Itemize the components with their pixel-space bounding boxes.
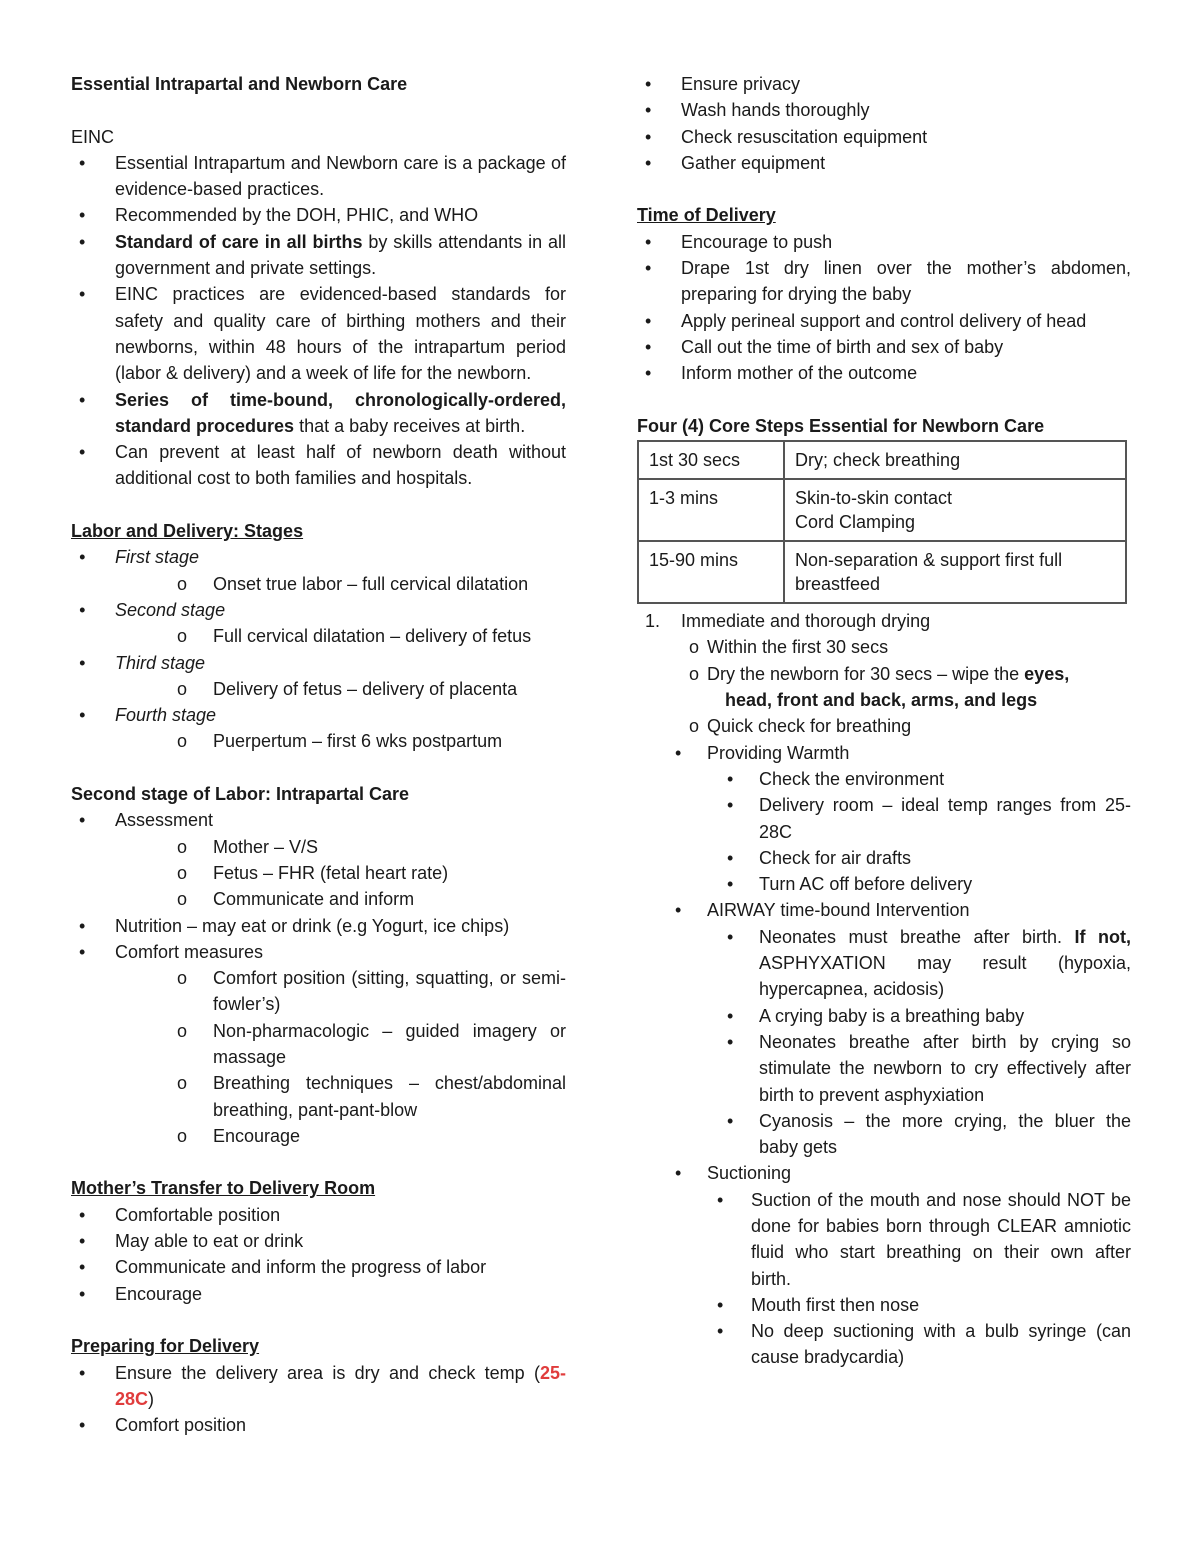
table-cell: 15-90 mins [638, 541, 784, 603]
preparing-item: • Check resuscitation equipment [637, 124, 1131, 150]
delivery-item: • Call out the time of birth and sex of baby [637, 334, 1131, 360]
second-stage-heading: Second stage of Labor: Intrapartal Care [71, 784, 410, 805]
table-cell-line: Skin-to-skin contact [795, 488, 953, 509]
temp-range-highlight: 25-28C [115, 1362, 566, 1409]
warmth-subitem: • Check the environment [637, 766, 1131, 792]
transfer-item: • Encourage [71, 1281, 566, 1307]
einc-item-bold: Standard of care in all births [115, 231, 363, 252]
table-row [638, 479, 1126, 541]
drying-subitem: o Within the first 30 secs [689, 637, 889, 658]
preparing-heading: Preparing for Delivery [71, 1336, 260, 1357]
delivery-item: • Drape 1st dry linen over the mother’s abdomen, preparing for drying the baby [637, 255, 1131, 308]
preparing-item: • Ensure privacy [637, 71, 1131, 97]
stage-item: • Fourth stage [71, 702, 566, 728]
care-subitem: o Communicate and inform [71, 886, 566, 912]
einc-item: • Can prevent at least half of newborn death without additional cost to both families and hospitals. [71, 439, 566, 492]
table-cell: Non-separation & support first full breastfeed [784, 541, 1126, 603]
einc-item: • Recommended by the DOH, PHIC, and WHO [71, 202, 566, 228]
airway-text: Neonates must breathe after birth. [759, 926, 1075, 947]
preparing-item: • Gather equipment [637, 150, 1131, 176]
transfer-heading: Mother’s Transfer to Delivery Room [71, 1178, 376, 1199]
table-row [638, 441, 1126, 479]
drying-bold-text: head, front and back, arms, and legs [725, 690, 1038, 711]
document-title: Essential Intrapartal and Newborn Care [71, 74, 408, 94]
care-item: • Nutrition – may eat or drink (e.g Yogurt, ice chips) [71, 913, 566, 939]
einc-heading: EINC [71, 126, 115, 147]
drying-subitem-text: Dry the newborn for 30 secs – wipe the [707, 663, 1025, 684]
delivery-item: • Apply perineal support and control delivery of head [637, 308, 1131, 334]
stage-detail: o Onset true labor – full cervical dilatation [71, 571, 566, 597]
airway-bold-text: If not, [1074, 926, 1131, 947]
transfer-item: • Communicate and inform the progress of labor [71, 1254, 566, 1280]
suction-subitem: • No deep suctioning with a bulb syringe (can cause bradycardia) [637, 1318, 1131, 1371]
preparing-text: ) [148, 1388, 155, 1409]
delivery-item: • Encourage to push [637, 229, 1131, 255]
airway-subitem: • Neonates breathe after birth by crying so stimulate the newborn to cry effectively after birth to prevent asphyxiation [637, 1029, 1131, 1108]
care-item: • Comfort measures [71, 939, 566, 965]
warmth-subitem: • Turn AC off before delivery [637, 871, 1131, 897]
table-cell: 1st 30 secs [638, 441, 784, 479]
table-cell [784, 479, 1126, 541]
warmth-subitem: • Check for air drafts [637, 845, 1131, 871]
drying-subitem: o Quick check for breathing [689, 716, 912, 737]
einc-item: • EINC practices are evidenced-based standards for safety and quality care of birthing mothers and their newborns, within 48 hours of the intrapartum period (labor & delivery) and a week of life for the newborn. [71, 281, 566, 386]
time-of-delivery-heading: Time of Delivery [637, 205, 776, 226]
airway-subitem: • Cyanosis – the more crying, the bluer the baby gets [637, 1108, 1131, 1161]
einc-item [71, 387, 566, 440]
stage-detail: o Delivery of fetus – delivery of placenta [71, 676, 566, 702]
care-subitem: o Mother – V/S [71, 834, 566, 860]
core-steps-table [637, 440, 1127, 604]
transfer-item: • Comfortable position [71, 1202, 566, 1228]
drying-step [637, 608, 1131, 634]
step-number: 1. [645, 611, 661, 632]
preparing-item: • Comfort position [71, 1412, 566, 1438]
care-item: • Assessment [71, 807, 566, 833]
table-cell-line: Cord Clamping [795, 512, 916, 533]
stage-item: • Third stage [71, 650, 566, 676]
suction-item: • Suctioning [637, 1160, 1131, 1186]
suction-subitem: • Mouth first then nose [637, 1292, 1131, 1318]
warmth-item: • Providing Warmth [637, 740, 1131, 766]
warmth-subitem: • Delivery room – ideal temp ranges from 25-28C [637, 792, 1131, 845]
care-subitem: o Fetus – FHR (fetal heart rate) [71, 860, 566, 886]
stages-heading: Labor and Delivery: Stages [71, 521, 304, 542]
care-subitem: o Encourage [71, 1123, 566, 1149]
drying-subitem: o Dry the newborn for 30 secs – wipe the eyes, [689, 663, 1070, 684]
transfer-item: • May able to eat or drink [71, 1228, 566, 1254]
delivery-item: • Inform mother of the outcome [637, 360, 1131, 386]
care-subitem: o Breathing techniques – chest/abdominal breathing, pant-pant-blow [71, 1070, 566, 1123]
einc-item-bold: Series of time-bound, chronologically-ordered, standard procedures [115, 389, 566, 436]
core-steps-heading: Four (4) Core Steps Essential for Newborn Care [637, 415, 1045, 436]
preparing-item: • Wash hands thoroughly [637, 97, 1131, 123]
preparing-item [71, 1360, 566, 1413]
airway-subitem [637, 924, 1131, 1003]
einc-item [71, 229, 566, 282]
stage-detail: o Puerpertum – first 6 wks postpartum [71, 728, 566, 754]
drying-bold-text: eyes, [1024, 663, 1070, 684]
stage-item: • Second stage [71, 597, 566, 623]
einc-item-rest: by skills attendants in all government and private settings. [115, 231, 566, 279]
stage-detail: o Full cervical dilatation – delivery of fetus [71, 623, 566, 649]
care-subitem: o Non-pharmacologic – guided imagery or massage [71, 1018, 566, 1071]
suction-subitem: • Suction of the mouth and nose should NOT be done for babies born through CLEAR amniotic fluid who start breathing on their own after birth. [637, 1187, 1131, 1292]
table-cell: Dry; check breathing [784, 441, 1126, 479]
table-row [638, 541, 1126, 603]
step-title: Immediate and thorough drying [681, 611, 931, 632]
airway-text: ASPHYXATION may result (hypoxia, hypercapnea, acidosis) [759, 953, 1131, 1000]
drying-subitem-text: Quick check for breathing [707, 716, 912, 737]
table-cell: 1-3 mins [638, 479, 784, 541]
einc-item-rest: that a baby receives at birth. [294, 415, 526, 436]
airway-item: • AIRWAY time-bound Intervention [637, 897, 1131, 923]
right-column [637, 71, 1131, 1371]
preparing-text: Ensure the delivery area is dry and check temp ( [115, 1362, 540, 1383]
left-column [71, 71, 566, 1438]
einc-item: • Essential Intrapartum and Newborn care is a package of evidence-based practices. [71, 150, 566, 203]
stage-item: • First stage [71, 544, 566, 570]
care-subitem: o Comfort position (sitting, squatting, or semi-fowler’s) [71, 965, 566, 1018]
airway-subitem: • A crying baby is a breathing baby [637, 1003, 1131, 1029]
drying-subitem-text: Within the first 30 secs [707, 637, 889, 658]
